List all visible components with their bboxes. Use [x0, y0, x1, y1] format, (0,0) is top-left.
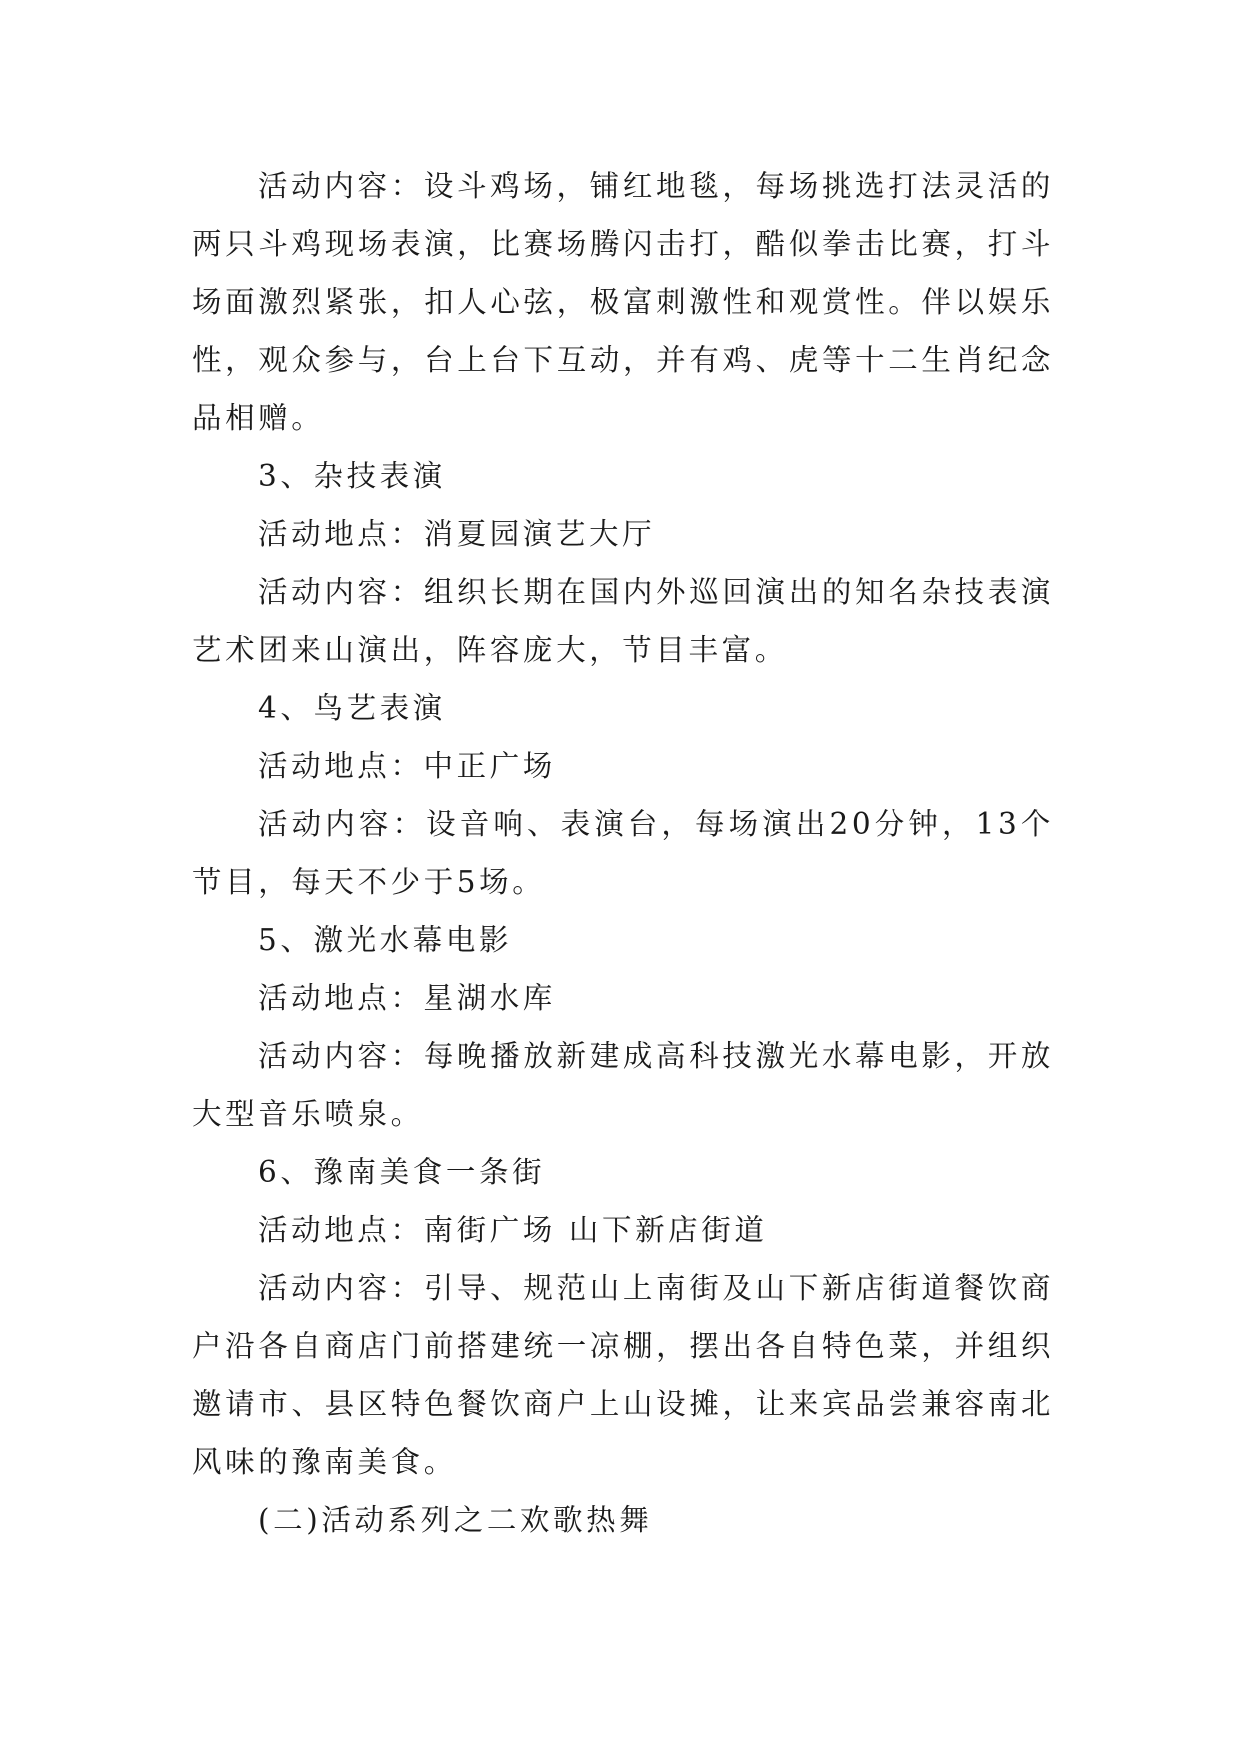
heading-laser-water-movie: 5、激光水幕电影 [258, 923, 513, 957]
paragraph-food-street-location: 活动地点：南街广场 山下新店街道 [258, 1213, 768, 1247]
paragraph-cockfight-content: 活动内容：设斗鸡场，铺红地毯，每场挑选打法灵活的两只斗鸡现场表演，比赛场腾闪击打，酷似拳击比赛，打斗场面激烈紧张，扣人心弦，极富刺激性和观赏性。伴以娱乐性，观众参与，台上台下互动，并有鸡、虎等十二生肖纪念品相赠。 [192, 169, 1054, 435]
paragraph-bird-show-content: 活动内容：设音响、表演台，每场演出20分钟，13个节目，每天不少于5场。 [192, 807, 1054, 899]
heading-food-street: 6、豫南美食一条街 [258, 1155, 546, 1189]
paragraph-acrobatics-location: 活动地点：消夏园演艺大厅 [258, 517, 656, 551]
heading-bird-show: 4、鸟艺表演 [258, 691, 446, 725]
paragraph-acrobatics-content: 活动内容：组织长期在国内外巡回演出的知名杂技表演艺术团来山演出，阵容庞大，节目丰富。 [192, 575, 1054, 667]
heading-acrobatics: 3、杂技表演 [258, 459, 446, 493]
paragraph-food-street-content: 活动内容：引导、规范山上南街及山下新店街道餐饮商户沿各自商店门前搭建统一凉棚，摆出各自特色菜，并组织邀请市、县区特色餐饮商户上山设摊，让来宾品尝兼容南北风味的豫南美食。 [192, 1271, 1054, 1479]
paragraph-laser-water-movie-content: 活动内容：每晚播放新建成高科技激光水幕电影，开放大型音乐喷泉。 [192, 1039, 1054, 1131]
heading-series-two: (二)活动系列之二欢歌热舞 [258, 1503, 653, 1537]
paragraph-bird-show-location: 活动地点：中正广场 [258, 749, 556, 783]
document-body [192, 157, 1054, 1549]
paragraph-laser-water-movie-location: 活动地点：星湖水库 [258, 981, 556, 1015]
